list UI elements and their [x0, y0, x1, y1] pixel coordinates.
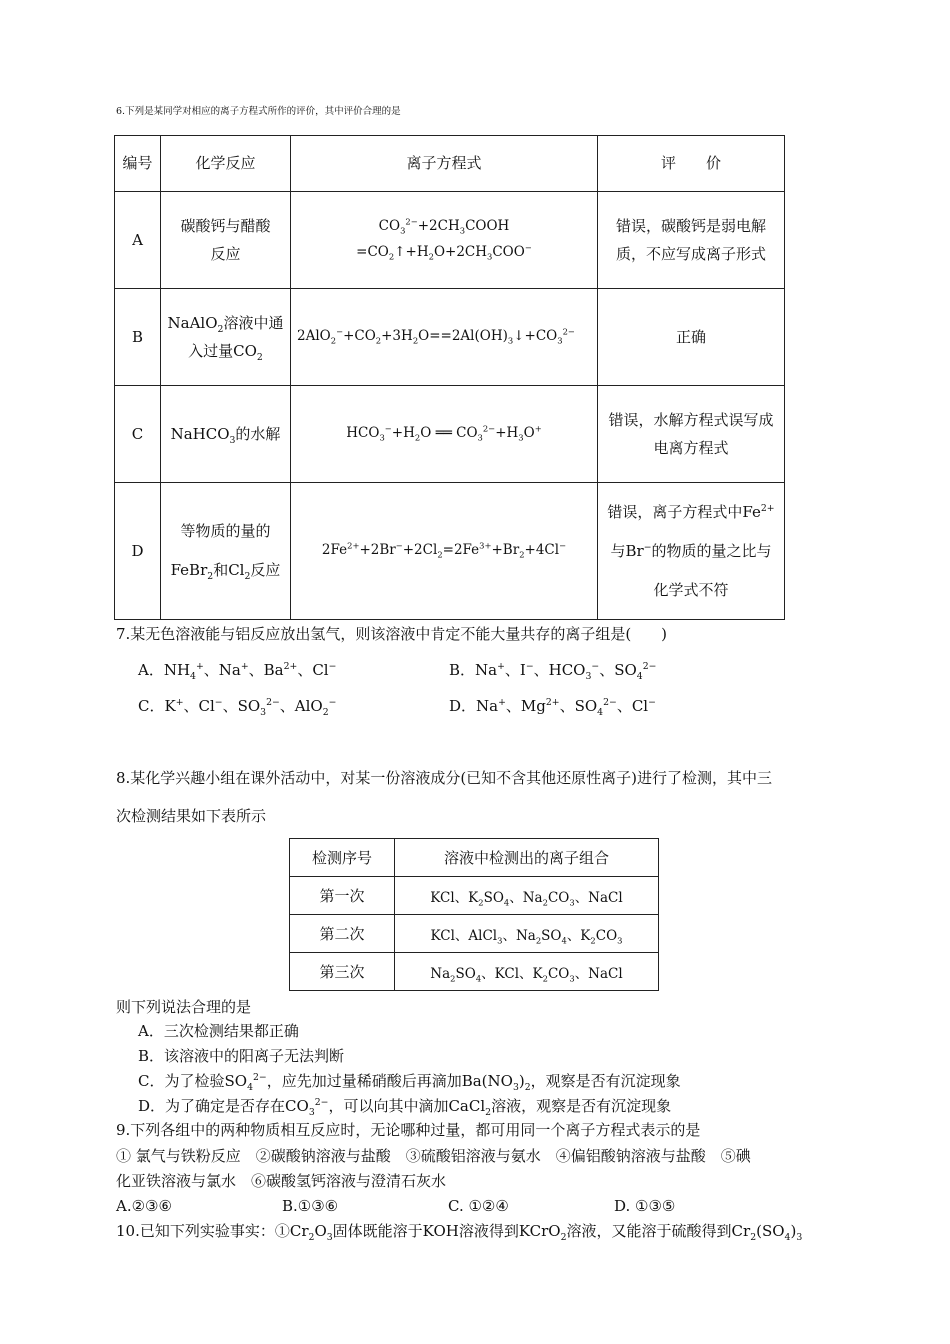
table-row	[290, 953, 659, 991]
test-number-cell: 第二次	[290, 915, 395, 953]
question-6-table	[114, 135, 785, 620]
header-equation: 离子方程式	[291, 136, 598, 192]
table-header-row	[115, 136, 785, 192]
reaction-cell: NaAlO$_2$溶液中通 入过量$CO_2$	[161, 289, 291, 386]
table-row	[115, 289, 785, 386]
table-header-row	[290, 839, 659, 877]
table-row	[290, 877, 659, 915]
equation-cell: $2Fe^{2+}+2Br^-+2Cl_2=2Fe^{3+}+Br_2+4Cl^-$	[291, 483, 598, 620]
row-id: C	[115, 386, 161, 483]
test-number-cell: 第三次	[290, 953, 395, 991]
evaluation-cell: 正确	[598, 289, 785, 386]
question-7-option-b: B．Na+、I−、$HCO_3^-$、$SO_4^{2-}$	[449, 661, 657, 682]
row-id: D	[115, 483, 161, 620]
table-row	[115, 192, 785, 289]
equation-cell: $2AlO_2^-+CO_2+3H_2O==2Al(OH)_3↓+CO_3^{2-}$	[291, 289, 598, 386]
question-9-option-b: B.①③⑥	[282, 1197, 339, 1215]
ion-combination-cell: KCl、AlCl$_3$、$Na_2SO_4$、$K_2CO_3$	[395, 915, 659, 953]
question-8-option-d: D．为了确定是否存在$CO_3^{2-}$，可以向其中滴加CaCl$_2$溶液，观察是否有沉淀现象	[138, 1097, 672, 1118]
evaluation-cell: 错误，水解方程式误写成 电离方程式	[598, 386, 785, 483]
ion-combination-cell: KCl、$K_2SO_4$、$Na_2CO_3$、NaCl	[395, 877, 659, 915]
header-test-number: 检测序号	[290, 839, 395, 877]
row-id: B	[115, 289, 161, 386]
question-8-prompt: 则下列说法合理的是	[116, 998, 252, 1016]
table-row	[115, 386, 785, 483]
question-8-stem-line-2: 次检测结果如下表所示	[116, 807, 267, 825]
evaluation-cell: 错误，碳酸钙是弱电解 质，不应写成离子形式	[598, 192, 785, 289]
reaction-cell: NaHCO$_3$的水解	[161, 386, 291, 483]
question-9-stem: 9.下列各组中的两种物质相互反应时，无论哪种过量，都可用同一个离子方程式表示的是	[116, 1121, 701, 1139]
header-evaluation: 评 价	[598, 136, 785, 192]
question-6-title: 6.下列是某同学对相应的离子方程式所作的评价，其中评价合理的是	[116, 106, 401, 117]
question-7-stem: 7.某无色溶液能与铝反应放出氢气，则该溶液中肯定不能大量共存的离子组是( )	[116, 625, 668, 643]
table-row	[290, 915, 659, 953]
question-7-option-c: C．K+、Cl−、$SO_3^{2-}$、AlO$_2$−	[138, 697, 337, 718]
table-row	[115, 483, 785, 620]
question-9-option-c: C. ①②④	[448, 1197, 509, 1215]
question-8-table	[289, 838, 659, 991]
question-7-option-a: A．$NH_4^+$、Na+、$Ba^{2+}$、Cl−	[138, 661, 337, 682]
reaction-cell: 碳酸钙与醋酸 反应	[161, 192, 291, 289]
row-id: A	[115, 192, 161, 289]
header-ion-combination: 溶液中检测出的离子组合	[395, 839, 659, 877]
question-9-items-line-2: 化亚铁溶液与氯水 ⑥碳酸氢钙溶液与澄清石灰水	[116, 1172, 447, 1190]
question-8-option-a: A．三次检测结果都正确	[138, 1022, 299, 1040]
question-9-items-line-1: ① 氯气与铁粉反应 ②碳酸钠溶液与盐酸 ③硫酸铝溶液与氨水 ④偏铝酸钠溶液与盐酸 ⑤碘	[116, 1147, 751, 1165]
equation-cell: $HCO_3^-+H_2O$ ══ $CO_3^{2-}+H_3O^+$	[291, 386, 598, 483]
question-8-stem-line-1: 8.某化学兴趣小组在课外活动中，对某一份溶液成分(已知不含其他还原性离子)进行了检测，其中三	[116, 769, 773, 787]
question-8-option-b: B．该溶液中的阳离子无法判断	[138, 1047, 345, 1065]
header-reaction: 化学反应	[161, 136, 291, 192]
question-9-option-d: D. ①③⑤	[614, 1197, 676, 1215]
question-9-option-a: A.②③⑥	[116, 1197, 172, 1215]
evaluation-cell: 错误，离子方程式中$Fe^{2+}$ 与Br−的物质的量之比与 化学式不符	[598, 483, 785, 620]
test-number-cell: 第一次	[290, 877, 395, 915]
reaction-cell: 等物质的量的 FeBr$_2$和$Cl_2$反应	[161, 483, 291, 620]
question-8-option-c: C．为了检验$SO_4^{2-}$，应先加过量稀硝酸后再滴加$Ba(NO_3)_2$，观察是否有沉淀现象	[138, 1072, 681, 1093]
question-10-stem: 10.已知下列实验事实：$①Cr_2O_3$固体既能溶于KOH溶液得到KCrO$_2$溶液，又能溶于硫酸得到$Cr_2(SO_4)_3$	[116, 1222, 803, 1243]
header-id: 编号	[115, 136, 161, 192]
question-7-option-d: D．Na+、$Mg^{2+}$、$SO_4^{2-}$、Cl−	[449, 697, 656, 718]
ion-combination-cell: $Na_2SO_4$、KCl、$K_2CO_3$、NaCl	[395, 953, 659, 991]
equation-cell: $CO_3^{2-}+2CH_3COOH$ $=CO_2↑+H_2O+2CH_3COO^-$	[291, 192, 598, 289]
